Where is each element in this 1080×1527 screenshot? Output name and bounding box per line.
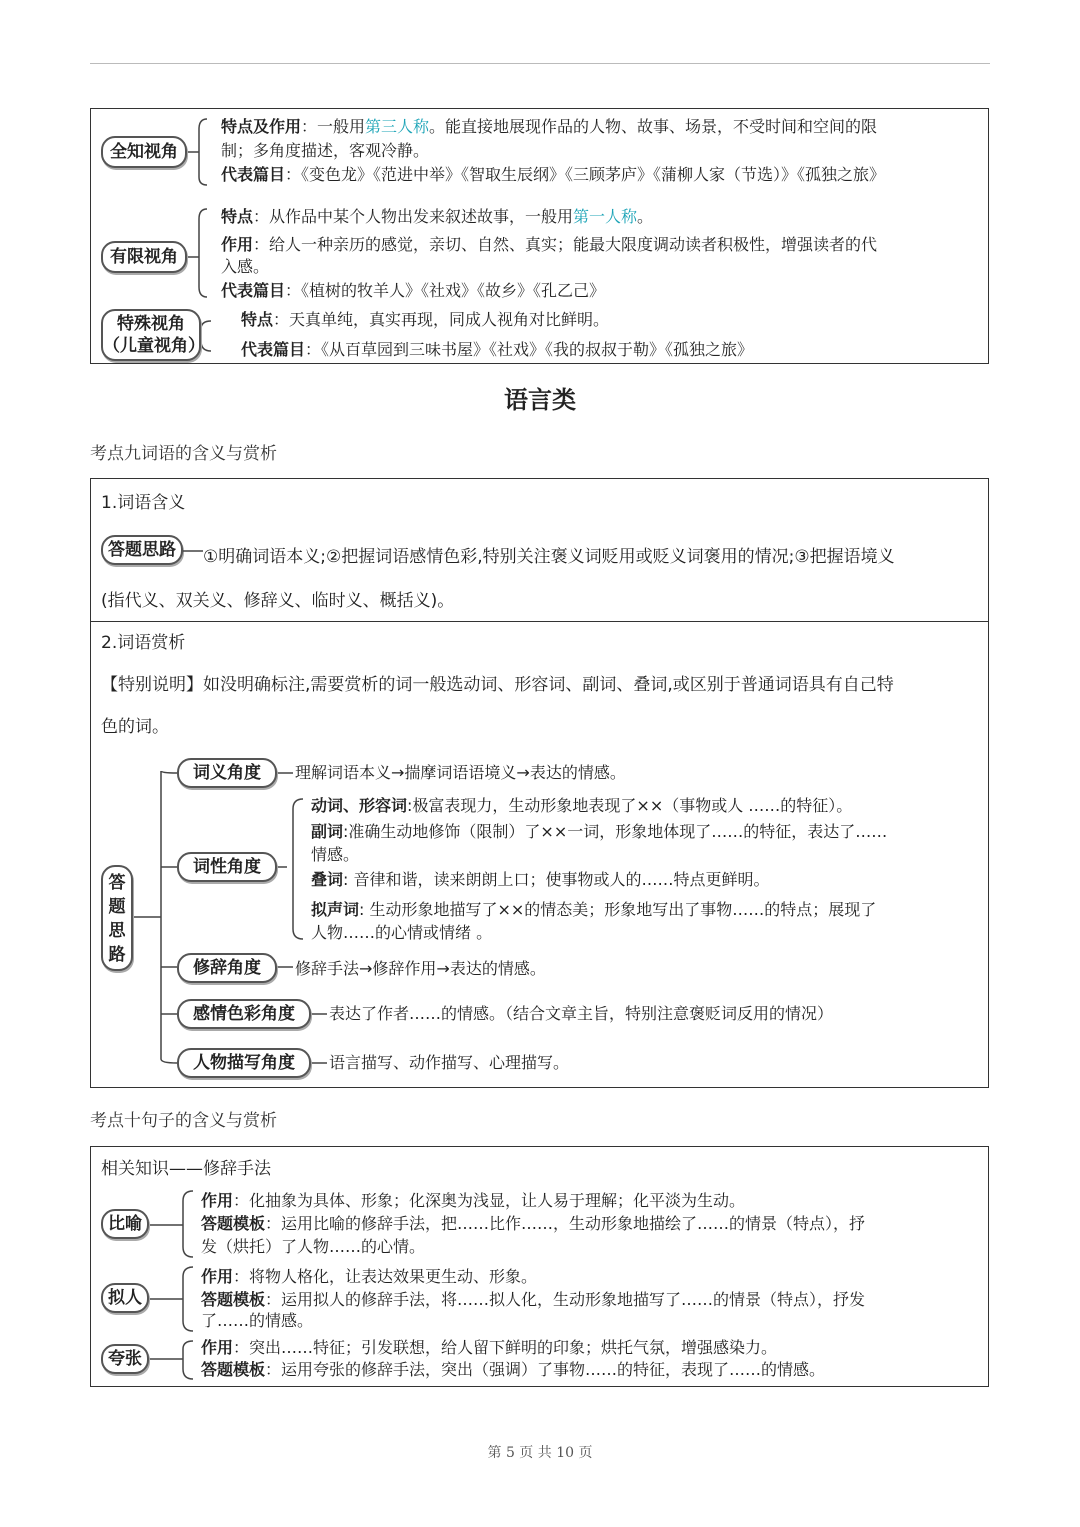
special-note: 【特别说明】如没明确标注,需要赏析的词一般选动词、形容词、副词、叠词,或区别于普通词语具有自己特 (101, 675, 894, 695)
approach-text-cont: (指代义、双关义、修辞义、临时义、概括义)。 (101, 591, 455, 611)
limited-effect-cont: 入感。 (221, 257, 270, 276)
angle-rhetoric-text: 修辞手法→修辞作用→表达的情感。 (295, 959, 546, 978)
special-note-cont: 色的词。 (101, 717, 169, 737)
angle-emotion: 感情色彩角度 (177, 999, 311, 1029)
kaodian9-box (90, 478, 989, 1088)
page-title: 语言类 (504, 386, 576, 414)
omniscient-feature: 特点及作用：一般用第三人称。能直接地展现作品的人物、故事、场景，不受时间和空间的限 (221, 117, 878, 136)
kaodian9-heading: 考点九词语的含义与赏析 (90, 444, 277, 464)
omniscient-label: 全知视角 (101, 136, 187, 168)
special-works: 代表篇目：《从百草园到三味书屋》《社戏》《我的叔叔于勒》《孤独之旅》 (241, 340, 754, 359)
pos-verb-adj: 动词、形容词:极富表现力，生动形象地表现了××（事物或人 ……的特征）。 (311, 796, 853, 815)
approach-label: 答题思路 (101, 535, 183, 565)
metaphor-template: 答题模板：运用比喻的修辞手法，把……比作……，生动形象地描绘了……的情景（特点），抒 (201, 1214, 866, 1233)
metaphor-label: 比喻 (101, 1209, 149, 1239)
viewpoint-box (90, 108, 989, 364)
limited-feature: 特点：从作品中某个人物出发来叙述故事，一般用第一人称。 (221, 207, 654, 226)
hyperbole-template: 答题模板：运用夸张的修辞手法，突出（强调）了事物……的特征，表现了……的情感。 (201, 1360, 826, 1379)
angle-meaning-text: 理解词语本义→揣摩词语语境义→表达的情感。 (295, 763, 626, 782)
pos-onomat: 拟声词: 生动形象地描写了××的情态美；形象地写出了事物……的特点；展现了 (311, 900, 877, 919)
angle-meaning: 词义角度 (177, 758, 277, 788)
angle-character: 人物描写角度 (177, 1048, 311, 1078)
special-label: 特殊视角 （儿童视角） (101, 309, 201, 361)
pos-adverb: 副词:准确生动地修饰（限制）了××一词，形象地体现了……的特征，表达了…… (311, 822, 888, 841)
metaphor-effect: 作用：化抽象为具体、形象；化深奥为浅显，让人易于理解；化平淡为生动。 (201, 1191, 746, 1210)
personification-effect: 作用：将物人格化，让表达效果更生动、形象。 (201, 1267, 538, 1286)
tree-root: 答 题 思 路 (101, 865, 133, 971)
angle-pos: 词性角度 (177, 852, 277, 882)
pos-redup: 叠词: 音律和谐，读来朗朗上口；使事物或人的……特点更鲜明。 (311, 870, 770, 889)
hyperbole-effect: 作用：突出……特征；引发联想，给人留下鲜明的印象；烘托气氛，增强感染力。 (201, 1338, 778, 1357)
approach-text: ①明确词语本义;②把握词语感情色彩,特别关注褒义词贬用或贬义词褒用的情况;③把握语境义 (203, 547, 895, 567)
metaphor-template-cont: 发（烘托）了人物……的心情。 (201, 1237, 426, 1256)
angle-character-text: 语言描写、动作描写、心理描写。 (329, 1053, 570, 1072)
pos-adverb-cont: 情感。 (311, 845, 360, 864)
part1-title: 1.词语含义 (101, 493, 186, 513)
kaodian10-heading: 考点十句子的含义与赏析 (90, 1111, 277, 1131)
angle-rhetoric: 修辞角度 (177, 953, 277, 983)
omniscient-works: 代表篇目：《变色龙》《范进中举》《智取生辰纲》《三顾茅庐》《蒲柳人家（节选）》《孤独之旅》 (221, 165, 886, 184)
limited-label: 有限视角 (101, 241, 187, 273)
page-footer: 第 5 页 共 10 页 (487, 1445, 593, 1461)
special-feature: 特点：天真单纯，真实再现，同成人视角对比鲜明。 (241, 310, 610, 329)
personification-template-cont: 了……的情感。 (201, 1311, 314, 1330)
part2-title: 2.词语赏析 (101, 633, 186, 653)
limited-effect: 作用：给人一种亲历的感觉，亲切、自然、真实；能最大限度调动读者积极性，增强读者的代 (221, 235, 878, 254)
personification-label: 拟人 (101, 1283, 149, 1313)
limited-works: 代表篇目：《植树的牧羊人》《社戏》《故乡》《孔乙己》 (221, 281, 606, 300)
kaodian10-box (90, 1146, 989, 1387)
pos-onomat-cont: 人物……的心情或情绪 。 (311, 923, 493, 942)
omniscient-feature-cont: 制；多角度描述，客观冷静。 (221, 141, 430, 160)
header-rule (90, 63, 990, 64)
angle-emotion-text: 表达了作者……的情感。（结合文章主旨，特别注意褒贬词反用的情况） (329, 1004, 834, 1023)
hyperbole-label: 夸张 (101, 1344, 149, 1374)
personification-template: 答题模板：运用拟人的修辞手法，将……拟人化，生动形象地描写了……的情景（特点），抒发 (201, 1290, 866, 1309)
knowledge-title: 相关知识——修辞手法 (101, 1159, 271, 1179)
